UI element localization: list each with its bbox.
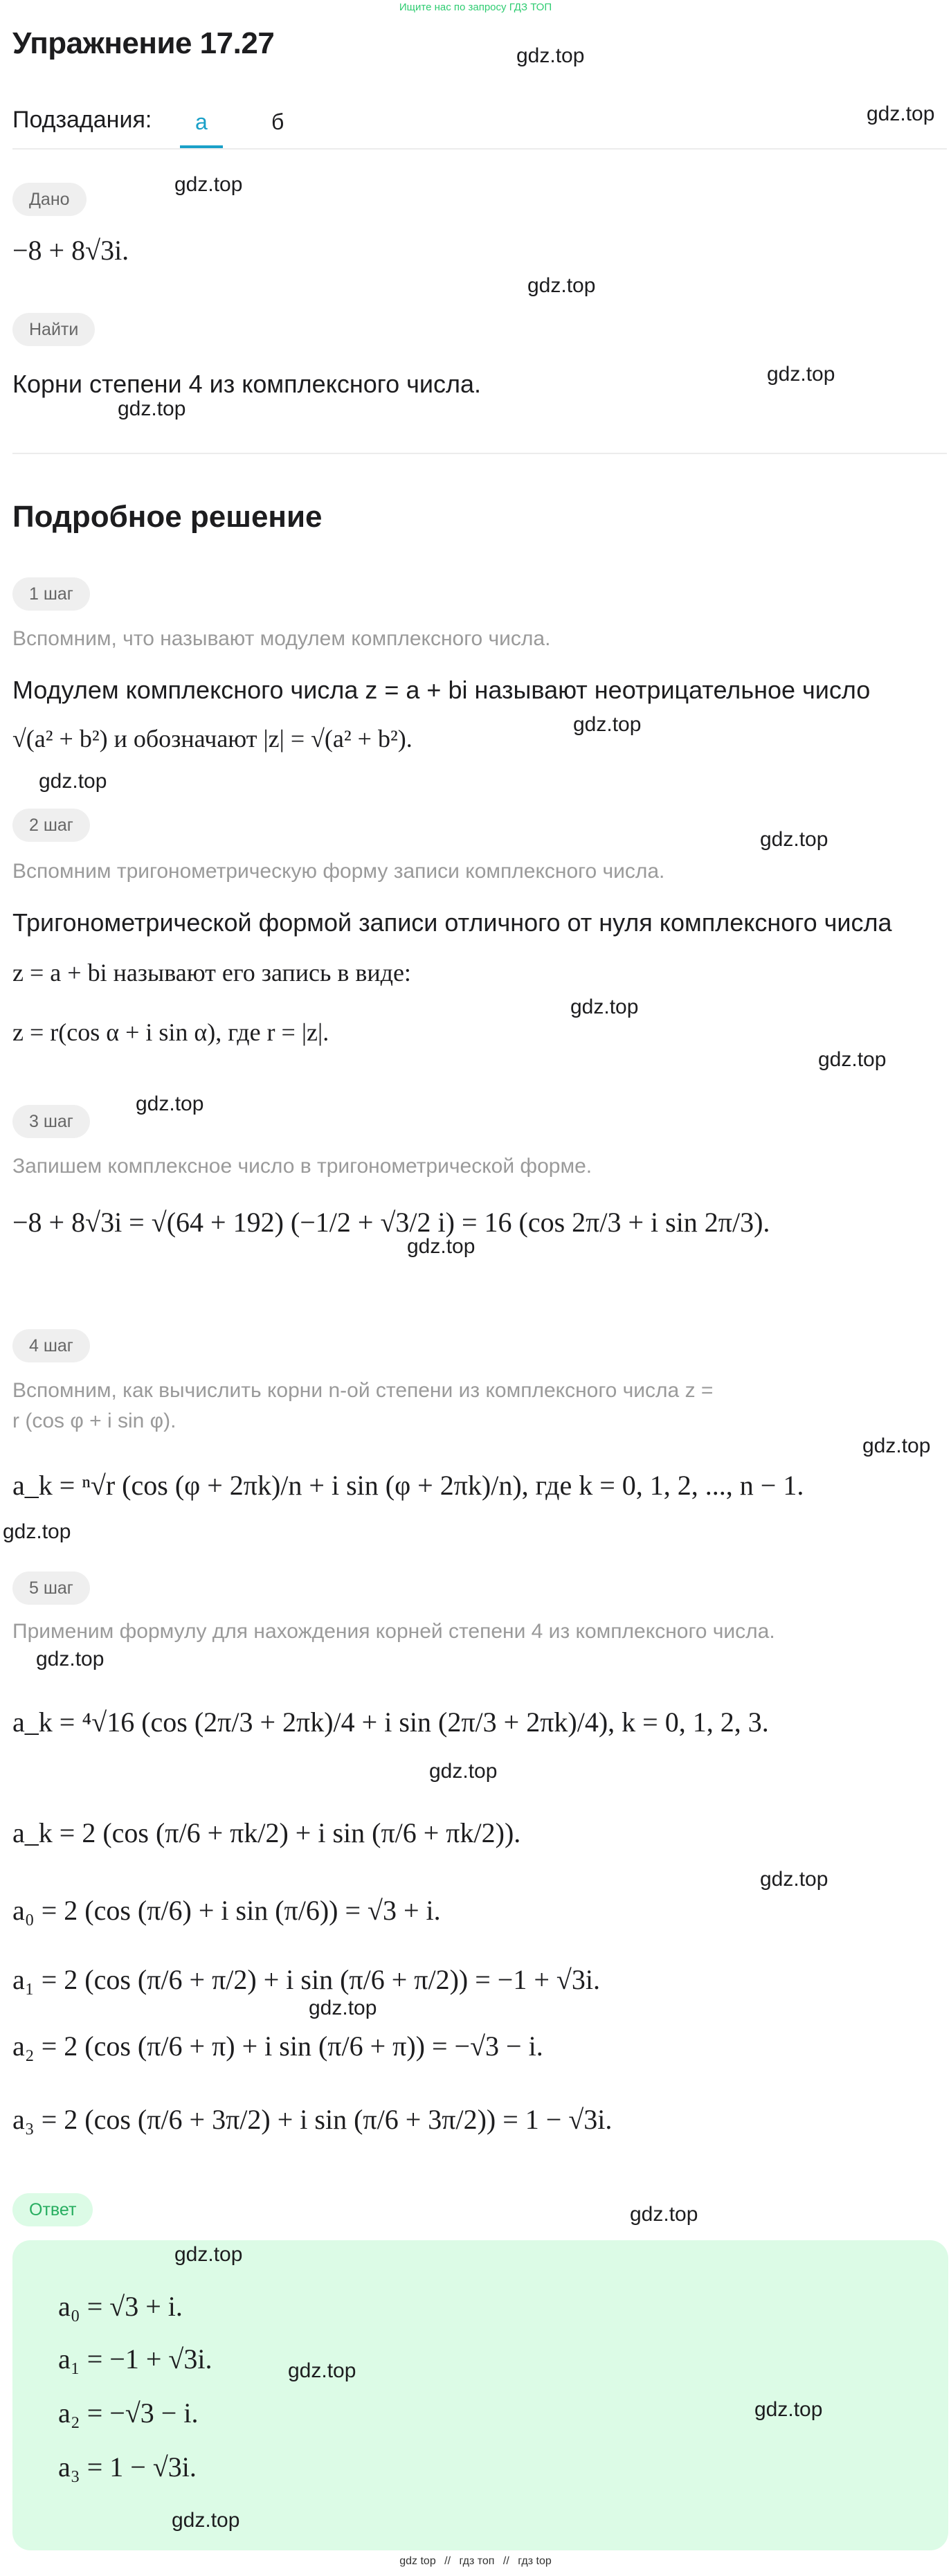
watermark: gdz.top — [136, 1092, 204, 1115]
given-expression — [12, 234, 129, 267]
subtasks-bar — [12, 97, 951, 148]
step3-formula: −8 + 8√3i = √(64 + 192) (−1/2 + √3/2 i) = 16 (cos 2π/3 + i sin 2π/3). — [12, 1207, 770, 1238]
watermark: gdz.top — [118, 397, 186, 420]
answer-a2: a₂ = −√3 − i. — [58, 2397, 199, 2429]
step2-line2: z = a + bi называют его запись в виде: — [12, 959, 411, 987]
answer-a0: a₀ = √3 + i. — [58, 2291, 183, 2322]
step2-hint: Вспомним тригонометрическую форму записи комплексного числа. — [12, 860, 665, 883]
tab-subtask-b[interactable]: б — [271, 109, 284, 134]
step5-a2: a₂ = 2 (cos (π/6 + π) + i sin (π/6 + π)) = −√3 − i. — [12, 2030, 543, 2062]
top-search-hint[interactable]: Ищите нас по запросу ГДЗ ТОП — [399, 1, 552, 13]
given-expr-text: −8 + 8√3i. — [12, 235, 129, 266]
answer-pill: Ответ — [12, 2193, 93, 2226]
subtasks-label: Подзадания: — [12, 107, 152, 133]
footer-separator: // — [444, 2555, 451, 2567]
watermark: gdz.top — [818, 1048, 887, 1071]
step5-hint: Применим формулу для нахождения корней степени 4 из комплексного числа. — [12, 1620, 775, 1643]
watermark: gdz.top — [3, 1520, 71, 1543]
watermark: gdz.top — [288, 2359, 356, 2382]
step2-line1: Тригонометрической формой записи отличного от нуля комплексного числа — [12, 908, 892, 937]
answer-a3: a₃ = 1 − √3i. — [58, 2451, 197, 2483]
given-pill: Дано — [12, 183, 87, 216]
watermark: gdz.top — [36, 1648, 105, 1670]
footer-links — [0, 2555, 951, 2568]
watermark: gdz.top — [516, 44, 585, 67]
watermark: gdz.top — [570, 996, 639, 1018]
divider — [12, 453, 947, 454]
step5-formula1: a_k = ⁴√16 (cos (2π/3 + 2πk)/4 + i sin (2π/3 + 2πk)/4), k = 0, 1, 2, 3. — [12, 1706, 769, 1738]
step5-a1: a₁ = 2 (cos (π/6 + π/2) + i sin (π/6 + π/2)) = −1 + √3i. — [12, 1964, 600, 1995]
watermark: gdz.top — [407, 1235, 476, 1258]
answer-box — [12, 2240, 948, 2550]
solution-title: Подробное решение — [12, 500, 323, 534]
page-title: Упражнение 17.27 — [12, 26, 275, 60]
footer-separator: // — [502, 2555, 509, 2567]
watermark: gdz.top — [862, 1434, 931, 1457]
tab-subtask-a[interactable]: а — [180, 104, 223, 148]
find-pill: Найти — [12, 313, 95, 346]
watermark: gdz.top — [174, 2243, 243, 2266]
find-text: Корни степени 4 из комплексного числа. — [12, 370, 482, 398]
step1-line1: Модулем комплексного числа z = a + bi называют неотрицательное число — [12, 676, 871, 704]
watermark: gdz.top — [39, 770, 107, 793]
watermark: gdz.top — [760, 1868, 828, 1891]
step5-pill: 5 шаг — [12, 1571, 90, 1605]
watermark: gdz.top — [767, 363, 835, 386]
divider — [12, 148, 947, 150]
step1-pill: 1 шаг — [12, 577, 90, 611]
step4-hint2: r (cos φ + i sin φ). — [12, 1409, 176, 1432]
step5-a3: a₃ = 2 (cos (π/6 + 3π/2) + i sin (π/6 + 3π/2)) = 1 − √3i. — [12, 2104, 613, 2135]
step1-line2: √(a² + b²) и обозначают |z| = √(a² + b²). — [12, 725, 413, 753]
footer-link[interactable]: гдз топ — [459, 2555, 495, 2567]
step1-hint: Вспомним, что называют модулем комплексного числа. — [12, 627, 551, 650]
step3-hint: Запишем комплексное число в тригонометрической форме. — [12, 1155, 592, 1178]
watermark: gdz.top — [867, 102, 935, 125]
watermark: gdz.top — [429, 1760, 498, 1783]
step3-pill: 3 шаг — [12, 1105, 90, 1138]
watermark: gdz.top — [172, 2509, 240, 2532]
step2-pill: 2 шаг — [12, 809, 90, 842]
watermark: gdz.top — [309, 1997, 377, 2019]
watermark: gdz.top — [760, 828, 828, 851]
step5-a0: a₀ = 2 (cos (π/6) + i sin (π/6)) = √3 + i. — [12, 1895, 441, 1926]
step4-formula: a_k = ⁿ√r (cos (φ + 2πk)/n + i sin (φ + 2πk)/n), где k = 0, 1, 2, ..., n − 1. — [12, 1470, 804, 1501]
watermark: gdz.top — [174, 173, 243, 196]
footer-link[interactable]: gdz top — [399, 2555, 436, 2567]
step4-hint1: Вспомним, как вычислить корни n-ой степени из комплексного числа z = — [12, 1379, 714, 1402]
step5-formula2: a_k = 2 (cos (π/6 + πk/2) + i sin (π/6 + πk/2)). — [12, 1817, 521, 1848]
watermark: gdz.top — [630, 2203, 698, 2226]
watermark: gdz.top — [527, 274, 596, 297]
footer-link[interactable]: гдз top — [518, 2555, 552, 2567]
watermark: gdz.top — [754, 2398, 823, 2421]
answer-a1: a₁ = −1 + √3i. — [58, 2343, 212, 2375]
step4-pill: 4 шаг — [12, 1329, 90, 1362]
watermark: gdz.top — [573, 713, 642, 736]
step2-line3: z = r(cos α + i sin α), где r = |z|. — [12, 1018, 329, 1046]
